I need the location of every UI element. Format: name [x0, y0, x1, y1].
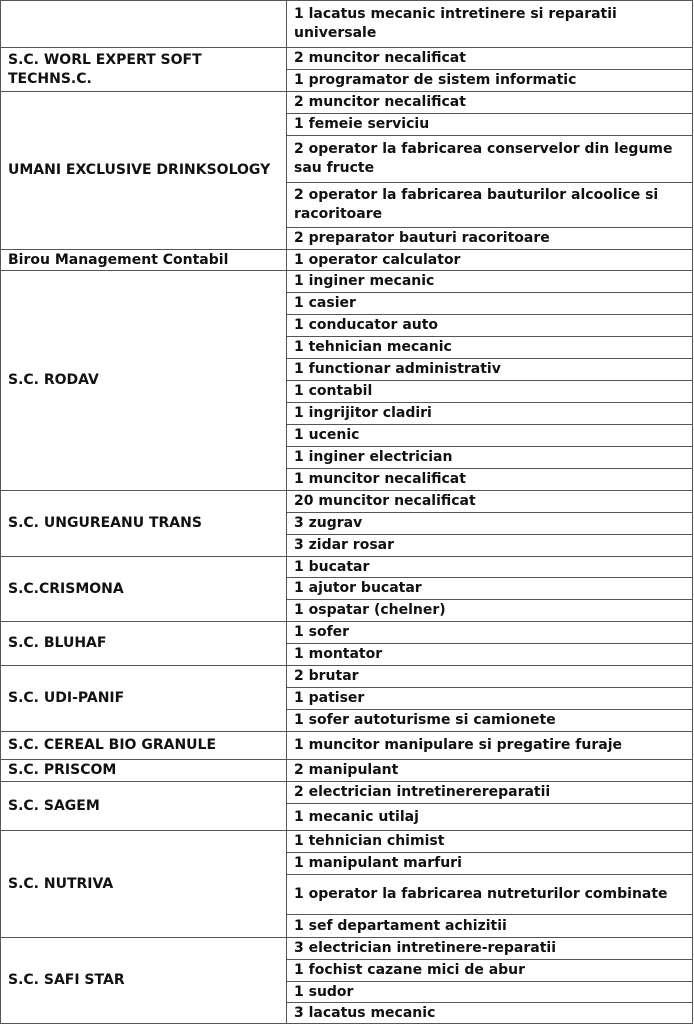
company-name: UMANI EXCLUSIVE DRINKSOLOGY: [1, 92, 287, 250]
table-row: [1, 666, 693, 688]
position-cell: 1 lacatus mecanic intretinere si reparatii universale: [287, 1, 693, 48]
position-cell: 1 programator de sistem informatic: [287, 70, 693, 92]
position-cell: 1 ucenic: [287, 425, 693, 447]
position-cell: 3 zidar rosar: [287, 535, 693, 557]
position-cell: 1 ospatar (chelner): [287, 600, 693, 622]
position-cell: 3 lacatus mecanic: [287, 1003, 693, 1024]
company-name: [1, 1, 287, 48]
position-cell: 2 electrician intretinerereparatii: [287, 782, 693, 804]
table-row: [1, 732, 693, 760]
company-name: S.C. UDI-PANIF: [1, 666, 287, 732]
position-cell: 2 operator la fabricarea bauturilor alcoolice si racoritoare: [287, 183, 693, 228]
company-name: S.C. SAGEM: [1, 782, 287, 831]
table-row: [1, 938, 693, 960]
company-name: S.C.CRISMONA: [1, 557, 287, 622]
position-cell: 1 muncitor manipulare si pregatire furaje: [287, 732, 693, 760]
company-name: S.C. UNGUREANU TRANS: [1, 491, 287, 557]
company-name: S.C. RODAV: [1, 271, 287, 491]
company-name: S.C. SAFI STAR: [1, 938, 287, 1024]
table-row: [1, 622, 693, 644]
table-row: [1, 557, 693, 578]
table-row: [1, 782, 693, 804]
position-cell: 1 operator la fabricarea nutreturilor combinate: [287, 875, 693, 915]
position-cell: 1 contabil: [287, 381, 693, 403]
position-cell: 1 ajutor bucatar: [287, 578, 693, 600]
position-cell: 1 montator: [287, 644, 693, 666]
table-row: [1, 271, 693, 293]
table-row: [1, 491, 693, 513]
position-cell: 1 ingrijitor cladiri: [287, 403, 693, 425]
position-cell: 3 zugrav: [287, 513, 693, 535]
position-cell: 1 muncitor necalificat: [287, 469, 693, 491]
company-name: S.C. PRISCOM: [1, 760, 287, 782]
table-row: [1, 831, 693, 853]
position-cell: 1 inginer mecanic: [287, 271, 693, 293]
position-cell: 1 tehnician chimist: [287, 831, 693, 853]
position-cell: 2 muncitor necalificat: [287, 48, 693, 70]
table-row: [1, 48, 693, 70]
table-row: [1, 250, 693, 271]
position-cell: 1 femeie serviciu: [287, 114, 693, 136]
position-cell: 2 muncitor necalificat: [287, 92, 693, 114]
position-cell: 1 sef departament achizitii: [287, 915, 693, 938]
position-cell: 1 sofer autoturisme si camionete: [287, 710, 693, 732]
table-row: [1, 1, 693, 48]
position-cell: 1 functionar administrativ: [287, 359, 693, 381]
company-name: S.C. WORL EXPERT SOFT TECHNS.C.: [1, 48, 287, 92]
position-cell: 1 fochist cazane mici de abur: [287, 960, 693, 982]
position-cell: 1 operator calculator: [287, 250, 693, 271]
position-cell: 1 bucatar: [287, 557, 693, 578]
company-name: S.C. NUTRIVA: [1, 831, 287, 938]
company-name: Birou Management Contabil: [1, 250, 287, 271]
position-cell: 1 inginer electrician: [287, 447, 693, 469]
position-cell: 2 operator la fabricarea conservelor din legume sau fructe: [287, 136, 693, 183]
position-cell: 1 tehnician mecanic: [287, 337, 693, 359]
position-cell: 2 brutar: [287, 666, 693, 688]
position-cell: 1 mecanic utilaj: [287, 804, 693, 831]
company-name: S.C. BLUHAF: [1, 622, 287, 666]
position-cell: 1 sudor: [287, 982, 693, 1003]
table-row: [1, 92, 693, 114]
position-cell: 1 conducator auto: [287, 315, 693, 337]
position-cell: 2 preparator bauturi racoritoare: [287, 228, 693, 250]
position-cell: 2 manipulant: [287, 760, 693, 782]
position-cell: 1 casier: [287, 293, 693, 315]
position-cell: 1 manipulant marfuri: [287, 853, 693, 875]
company-name: S.C. CEREAL BIO GRANULE: [1, 732, 287, 760]
position-cell: 3 electrician intretinere-reparatii: [287, 938, 693, 960]
table-row: [1, 760, 693, 782]
position-cell: 1 patiser: [287, 688, 693, 710]
position-cell: 1 sofer: [287, 622, 693, 644]
position-cell: 20 muncitor necalificat: [287, 491, 693, 513]
